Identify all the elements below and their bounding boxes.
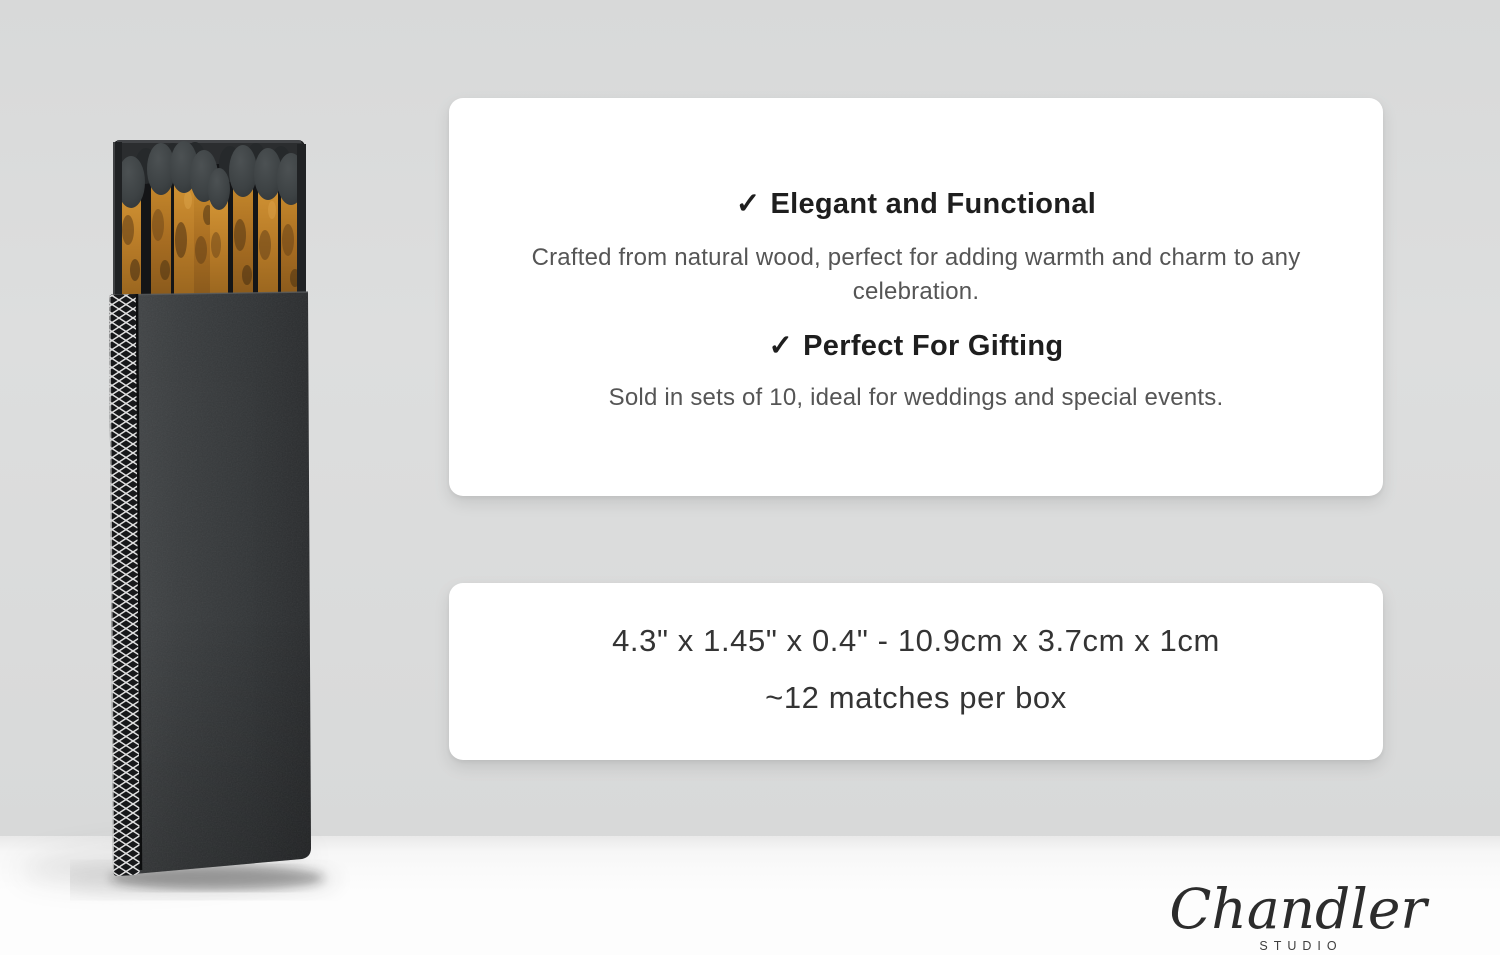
features-card xyxy=(449,98,1383,496)
box-shadow xyxy=(70,863,338,897)
spec-dimensions: 4.3" x 1.45" x 0.4" - 10.9cm x 3.7cm x 1cm xyxy=(612,623,1220,658)
matchbox-illustration xyxy=(70,120,370,920)
feature-title xyxy=(449,328,1383,364)
brand-subtitle: STUDIO xyxy=(1259,939,1343,953)
check-icon: ✓ xyxy=(735,188,761,220)
match-head xyxy=(229,145,257,197)
match xyxy=(208,168,230,296)
striker-strip xyxy=(109,294,141,876)
match-head xyxy=(208,168,230,210)
feature-description: Sold in sets of 10, ideal for weddings and special events. xyxy=(608,384,1224,411)
matchbox-sleeve xyxy=(108,290,314,880)
feature-description: Crafted from natural wood, perfect for adding warmth and charm to any celebration. xyxy=(531,244,1301,305)
check-icon: ✓ xyxy=(768,330,794,362)
features-content xyxy=(449,98,1383,415)
match-tray xyxy=(113,140,306,296)
product-photo xyxy=(70,120,370,920)
match xyxy=(229,145,257,296)
feature-title-text: Perfect For Gifting xyxy=(803,330,1064,362)
brand-logo xyxy=(1148,877,1448,953)
specs-card xyxy=(449,583,1383,760)
feature-title xyxy=(449,186,1383,222)
spec-capacity: ~12 matches per box xyxy=(765,680,1067,715)
feature-title-text: Elegant and Functional xyxy=(770,188,1097,220)
match xyxy=(254,148,282,296)
brand-name: Chandler xyxy=(1169,877,1427,941)
